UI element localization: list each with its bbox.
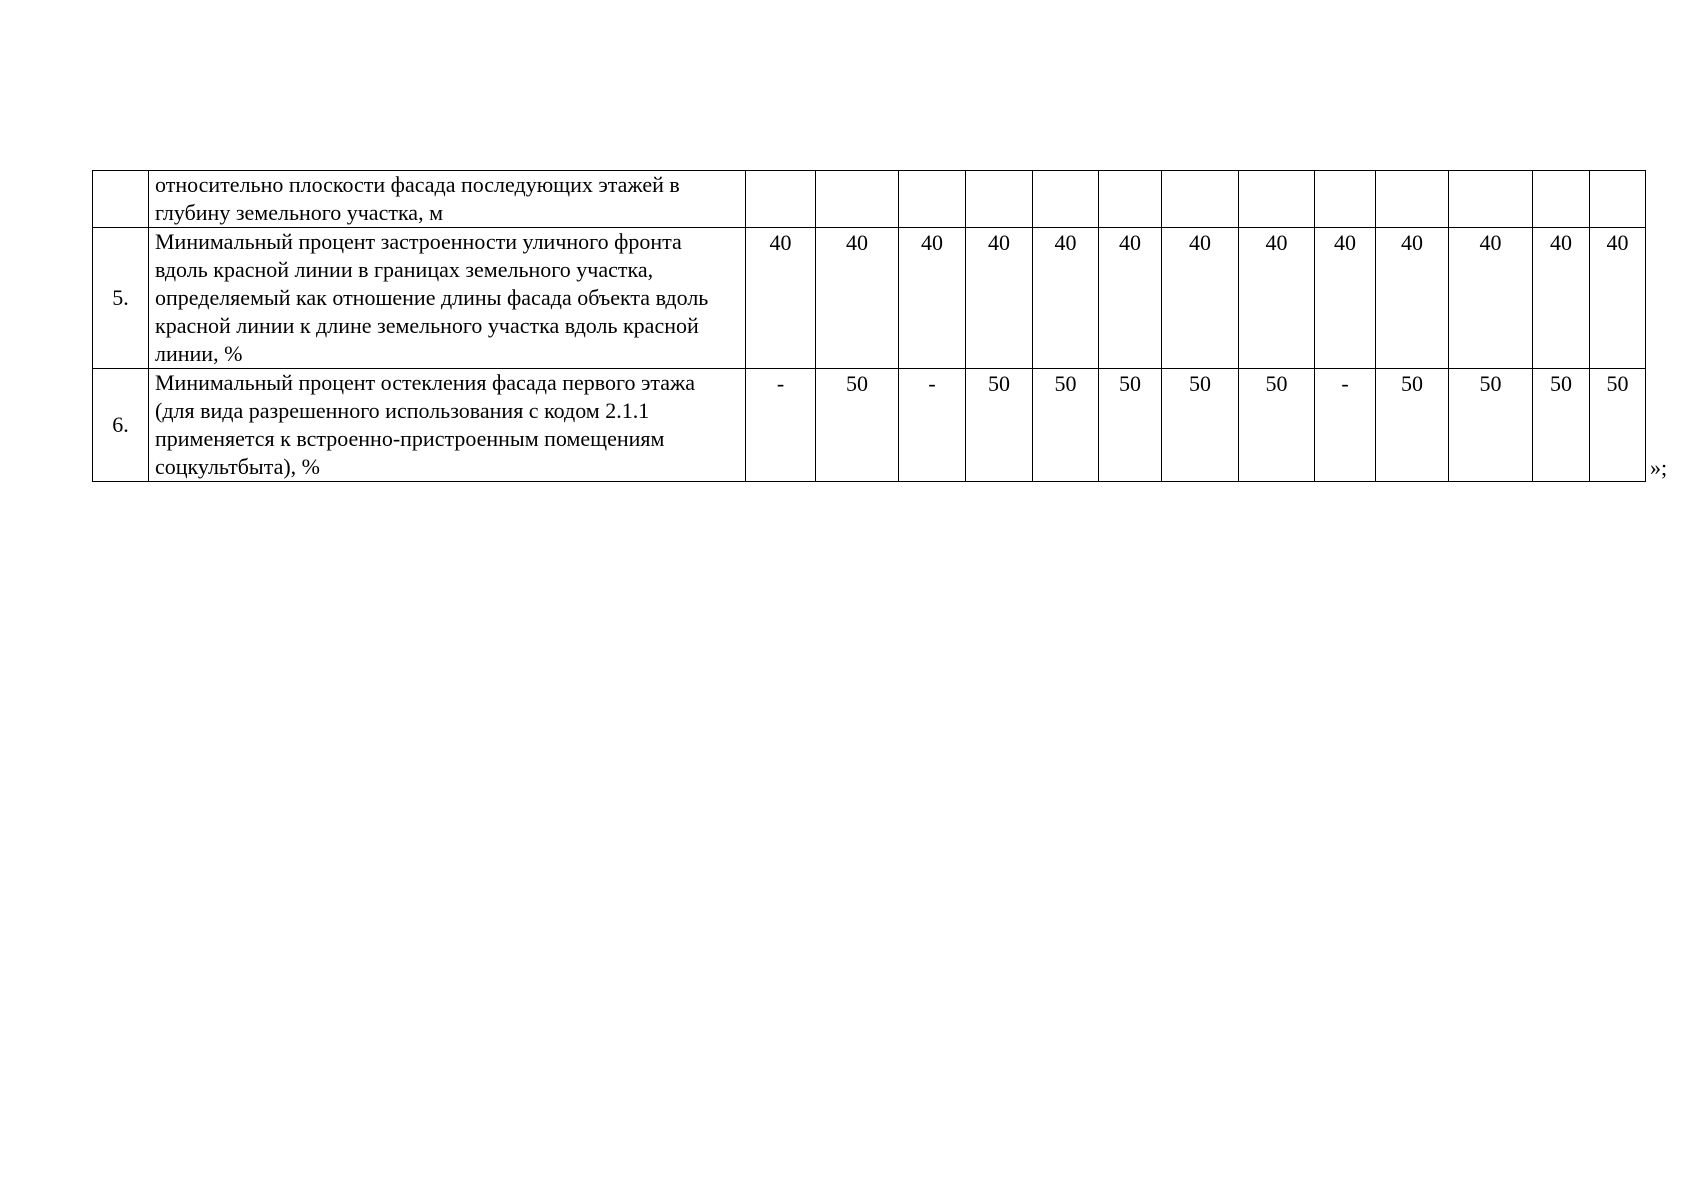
value-cell: 50 [1099,369,1162,482]
value-cell: 40 [899,228,966,369]
value-cell [1376,171,1449,228]
value-cell: 40 [1099,228,1162,369]
value-cell: 50 [1239,369,1315,482]
table-row [93,171,1646,228]
table-row [93,369,1646,482]
value-cell: 40 [816,228,899,369]
value-cell: 40 [1449,228,1533,369]
table-row [93,228,1646,369]
row-number-cell: 5. [93,228,149,369]
value-cell: 50 [1033,369,1099,482]
value-cell: 40 [1033,228,1099,369]
value-cell [746,171,816,228]
parameters-table [92,170,1646,482]
value-cell: 40 [966,228,1033,369]
value-cell: 40 [1315,228,1376,369]
value-cell: 40 [1162,228,1239,369]
value-cell: 50 [1449,369,1533,482]
table-body [93,171,1646,482]
row-number-cell: 6. [93,369,149,482]
value-cell: 40 [1590,228,1646,369]
value-cell [1162,171,1239,228]
closing-quote-mark: »; [1650,455,1668,480]
value-cell [1315,171,1376,228]
value-cell: 40 [1239,228,1315,369]
value-cell: - [1315,369,1376,482]
value-cell: 50 [1590,369,1646,482]
value-cell: 50 [1162,369,1239,482]
value-cell: 50 [1376,369,1449,482]
value-cell [899,171,966,228]
value-cell: 50 [966,369,1033,482]
value-cell [1590,171,1646,228]
value-cell [816,171,899,228]
value-cell: - [899,369,966,482]
value-cell: 40 [746,228,816,369]
value-cell: 40 [1533,228,1590,369]
value-cell [1449,171,1533,228]
value-cell [1239,171,1315,228]
row-number-cell [93,171,149,228]
value-cell [966,171,1033,228]
value-cell: 40 [1376,228,1449,369]
value-cell [1099,171,1162,228]
parameter-description-cell: Минимальный процент застроенности уличного фронта вдоль красной линии в границах земельного участка, определяемый как отношение длины фасада объекта вдоль красной линии к длине земельного участка вдоль красной линии, % [149,228,746,369]
value-cell [1033,171,1099,228]
value-cell [1533,171,1590,228]
value-cell: 50 [1533,369,1590,482]
value-cell: - [746,369,816,482]
value-cell: 50 [816,369,899,482]
parameter-description-cell: Минимальный процент остекления фасада первого этажа (для вида разрешенного использования с кодом 2.1.1 применяется к встроенно-пристроенным помещениям соцкультбыта), % [149,369,746,482]
parameter-description-cell: относительно плоскости фасада последующих этажей в глубину земельного участка, м [149,171,746,228]
